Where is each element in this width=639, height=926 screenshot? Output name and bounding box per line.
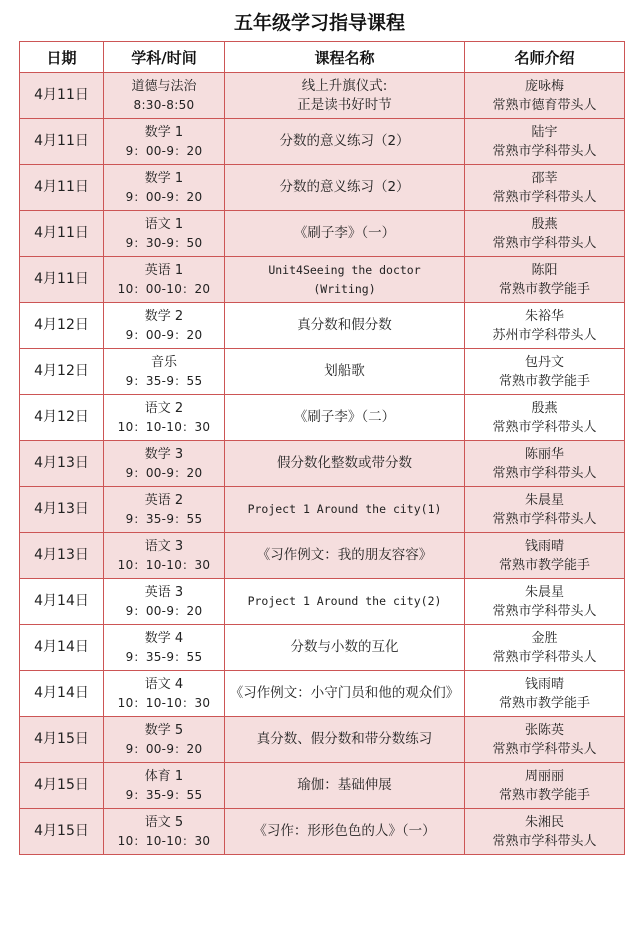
class-time: 10：10-10：30 <box>117 557 211 572</box>
subject-time-cell <box>104 73 225 119</box>
class-time: 10：10-10：30 <box>117 695 211 710</box>
teacher-title: 常熟市学科带头人 <box>492 511 597 527</box>
table-row <box>20 441 625 487</box>
course-line: 瑜伽：基础伸展 <box>297 777 392 793</box>
table-row <box>20 763 625 809</box>
course-line: 分数与小数的互化 <box>290 639 399 655</box>
course-line: 《刷子李》（二） <box>293 409 396 425</box>
subject-time-cell <box>104 487 225 533</box>
course-name-cell <box>225 165 465 211</box>
class-time: 9：35-9：55 <box>125 511 203 526</box>
course-line: 《习作：形形色色的人》（一） <box>253 823 436 839</box>
course-name-cell <box>225 533 465 579</box>
course-line: 真分数、假分数和带分数练习 <box>256 731 433 747</box>
class-time: 8:30-8:50 <box>133 97 195 112</box>
teacher-title: 常熟市学科带头人 <box>492 465 597 481</box>
teacher-cell <box>465 487 625 533</box>
course-name-cell <box>225 487 465 533</box>
schedule-table <box>19 41 625 855</box>
teacher-name: 陈丽华 <box>524 446 564 462</box>
teacher-title: 常熟市教学能手 <box>498 373 590 389</box>
subject-name: 数学 4 <box>144 630 184 646</box>
teacher-cell <box>465 717 625 763</box>
teacher-cell <box>465 763 625 809</box>
page-title: 五年级学习指导课程 <box>233 12 405 34</box>
table-row <box>20 671 625 717</box>
course-name-cell <box>225 349 465 395</box>
course-name-cell <box>225 579 465 625</box>
subject-name: 英语 2 <box>144 492 184 508</box>
teacher-name: 陆宇 <box>531 124 558 140</box>
subject-time-cell <box>104 349 225 395</box>
table-row <box>20 211 625 257</box>
class-time: 9：00-9：20 <box>125 189 203 204</box>
date-cell: 4月15日 <box>20 717 104 763</box>
course-line: 假分数化整数或带分数 <box>277 455 412 471</box>
subject-name: 语文 4 <box>144 676 184 692</box>
teacher-cell <box>465 671 625 717</box>
course-name-cell <box>225 625 465 671</box>
subject-name: 语文 1 <box>144 216 184 232</box>
table-row <box>20 809 625 855</box>
teacher-name: 朱裕华 <box>524 308 564 324</box>
date-cell: 4月11日 <box>20 165 104 211</box>
date-cell: 4月11日 <box>20 211 104 257</box>
subject-name: 语文 5 <box>144 814 184 830</box>
course-line: 分数的意义练习（2） <box>279 133 410 149</box>
class-time: 9：00-9：20 <box>125 143 203 158</box>
date-cell: 4月11日 <box>20 73 104 119</box>
teacher-cell <box>465 579 625 625</box>
teacher-name: 包丹文 <box>524 354 564 370</box>
table-row <box>20 579 625 625</box>
class-time: 9：35-9：55 <box>125 373 203 388</box>
header-date: 日期 <box>20 42 104 73</box>
subject-name: 数学 1 <box>144 170 184 186</box>
class-time: 9：35-9：55 <box>125 649 203 664</box>
teacher-title: 常熟市教学能手 <box>498 557 590 573</box>
header-teacher-intro: 名师介绍 <box>465 42 625 73</box>
course-line: Project 1 Around the city(1) <box>247 502 442 516</box>
table-row <box>20 487 625 533</box>
course-line: (Writing) <box>313 281 376 296</box>
subject-name: 语文 3 <box>144 538 184 554</box>
teacher-cell <box>465 625 625 671</box>
teacher-name: 钱雨晴 <box>524 538 564 554</box>
course-line: Unit4Seeing the doctor <box>268 262 421 277</box>
subject-name: 体育 1 <box>144 768 184 784</box>
teacher-title: 苏州市学科带头人 <box>492 327 597 343</box>
table-row <box>20 717 625 763</box>
class-time: 10：10-10：30 <box>117 833 211 848</box>
date-cell: 4月13日 <box>20 441 104 487</box>
course-line: 真分数和假分数 <box>297 317 392 333</box>
subject-time-cell <box>104 579 225 625</box>
class-time: 9：35-9：55 <box>125 787 203 802</box>
subject-name: 数学 1 <box>144 124 184 140</box>
teacher-name: 朱晨星 <box>524 584 564 600</box>
class-time: 10：00-10：20 <box>117 281 211 296</box>
course-name-cell <box>225 257 465 303</box>
teacher-cell <box>465 119 625 165</box>
teacher-name: 周丽丽 <box>524 768 564 784</box>
table-row <box>20 625 625 671</box>
teacher-title: 常熟市学科带头人 <box>492 833 597 849</box>
subject-time-cell <box>104 257 225 303</box>
date-cell: 4月11日 <box>20 119 104 165</box>
course-name-cell <box>225 395 465 441</box>
teacher-cell <box>465 165 625 211</box>
subject-time-cell <box>104 441 225 487</box>
course-line: 正是读书好时节 <box>297 96 392 113</box>
teacher-title: 常熟市学科带头人 <box>492 189 597 205</box>
course-line: 《刷子李》（一） <box>293 225 396 241</box>
subject-time-cell <box>104 717 225 763</box>
course-line: 《习作例文：小守门员和他的观众们》 <box>229 685 460 701</box>
subject-name: 英语 1 <box>144 262 184 278</box>
teacher-title: 常熟市学科带头人 <box>492 603 597 619</box>
date-cell: 4月12日 <box>20 303 104 349</box>
class-time: 9：00-9：20 <box>125 603 203 618</box>
teacher-title: 常熟市教学能手 <box>498 695 590 711</box>
date-cell: 4月14日 <box>20 579 104 625</box>
teacher-title: 常熟市学科带头人 <box>492 649 597 665</box>
subject-time-cell <box>104 625 225 671</box>
date-cell: 4月13日 <box>20 487 104 533</box>
table-row <box>20 395 625 441</box>
date-cell: 4月12日 <box>20 349 104 395</box>
date-cell: 4月14日 <box>20 625 104 671</box>
course-name-cell <box>225 809 465 855</box>
subject-time-cell <box>104 763 225 809</box>
teacher-title: 常熟市学科带头人 <box>492 143 597 159</box>
date-cell: 4月13日 <box>20 533 104 579</box>
subject-time-cell <box>104 211 225 257</box>
date-cell: 4月14日 <box>20 671 104 717</box>
subject-name: 数学 2 <box>144 308 184 324</box>
subject-time-cell <box>104 533 225 579</box>
subject-name: 道德与法治 <box>131 78 197 94</box>
table-row <box>20 119 625 165</box>
class-time: 9：00-9：20 <box>125 741 203 756</box>
subject-name: 数学 5 <box>144 722 184 738</box>
table-row <box>20 303 625 349</box>
teacher-cell <box>465 395 625 441</box>
teacher-cell <box>465 73 625 119</box>
course-line: Project 1 Around the city(2) <box>247 594 442 608</box>
date-cell: 4月11日 <box>20 257 104 303</box>
date-cell: 4月15日 <box>20 763 104 809</box>
teacher-title: 常熟市学科带头人 <box>492 235 597 251</box>
subject-time-cell <box>104 165 225 211</box>
course-name-cell <box>225 211 465 257</box>
teacher-name: 庞咏梅 <box>524 78 564 94</box>
table-row <box>20 73 625 119</box>
teacher-title: 常熟市教学能手 <box>498 787 590 803</box>
teacher-cell <box>465 303 625 349</box>
course-name-cell <box>225 441 465 487</box>
course-line: 线上升旗仪式: <box>301 77 388 94</box>
teacher-name: 金胜 <box>531 630 558 646</box>
course-name-cell <box>225 73 465 119</box>
teacher-name: 张陈英 <box>524 722 564 738</box>
subject-name: 英语 3 <box>144 584 184 600</box>
teacher-name: 殷燕 <box>531 400 558 416</box>
teacher-title: 常熟市德育带头人 <box>492 97 597 113</box>
course-name-cell <box>225 119 465 165</box>
course-name-cell <box>225 303 465 349</box>
teacher-cell <box>465 349 625 395</box>
teacher-title: 常熟市学科带头人 <box>492 419 597 435</box>
subject-name: 数学 3 <box>144 446 184 462</box>
subject-time-cell <box>104 809 225 855</box>
teacher-name: 陈阳 <box>531 262 558 278</box>
teacher-cell <box>465 533 625 579</box>
course-name-cell <box>225 717 465 763</box>
course-name-cell <box>225 763 465 809</box>
date-cell: 4月15日 <box>20 809 104 855</box>
teacher-cell <box>465 441 625 487</box>
course-line: 划船歌 <box>324 363 365 379</box>
table-row <box>20 257 625 303</box>
course-name-cell <box>225 671 465 717</box>
class-time: 9：00-9：20 <box>125 327 203 342</box>
course-line: 《习作例文：我的朋友容容》 <box>256 547 433 563</box>
subject-time-cell <box>104 671 225 717</box>
table-row <box>20 533 625 579</box>
teacher-name: 朱湘民 <box>524 814 564 830</box>
header-course-name: 课程名称 <box>225 42 465 73</box>
header-subject-time: 学科/时间 <box>104 42 225 73</box>
teacher-title: 常熟市教学能手 <box>498 281 590 297</box>
header-row <box>20 42 625 73</box>
table-row <box>20 349 625 395</box>
teacher-cell <box>465 809 625 855</box>
teacher-cell <box>465 257 625 303</box>
subject-time-cell <box>104 395 225 441</box>
subject-time-cell <box>104 303 225 349</box>
class-time: 10：10-10：30 <box>117 419 211 434</box>
teacher-cell <box>465 211 625 257</box>
subject-name: 音乐 <box>150 354 177 370</box>
teacher-name: 殷燕 <box>531 216 558 232</box>
date-cell: 4月12日 <box>20 395 104 441</box>
teacher-title: 常熟市学科带头人 <box>492 741 597 757</box>
subject-name: 语文 2 <box>144 400 184 416</box>
teacher-name: 邵莘 <box>531 170 558 186</box>
course-line: 分数的意义练习（2） <box>279 179 410 195</box>
table-row <box>20 165 625 211</box>
subject-time-cell <box>104 119 225 165</box>
teacher-name: 钱雨晴 <box>524 676 564 692</box>
class-time: 9：00-9：20 <box>125 465 203 480</box>
teacher-name: 朱晨星 <box>524 492 564 508</box>
class-time: 9：30-9：50 <box>125 235 203 250</box>
